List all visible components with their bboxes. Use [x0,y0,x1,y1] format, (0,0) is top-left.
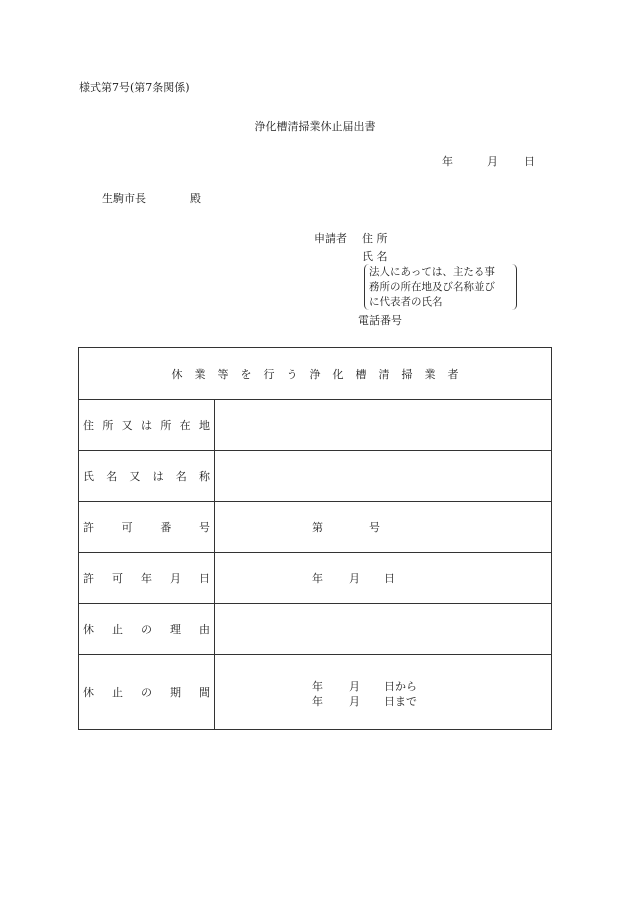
license-number-prefix: 第 [312,520,323,534]
reason-field[interactable] [216,603,551,654]
corporation-note-line: に代表者の氏名 [369,296,443,308]
applicant-phone-label: 電話番号 [358,314,402,327]
license-date-text [312,570,395,586]
license-date-field[interactable] [216,552,551,603]
row-label-cell [79,603,215,654]
license-date-day: 日 [384,571,395,585]
license-date-year: 年 [312,571,323,585]
table-header-text: 休業等を行う浄化槽清掃業者 [171,367,471,381]
row-label-cell [79,450,215,501]
submission-date [442,155,535,169]
period-from-day: 日から [384,680,417,693]
license-number-suffix: 号 [369,520,380,534]
row-label: 休止の期間 [83,685,210,699]
period-to-month: 月 [349,695,360,708]
table-row-name [79,450,551,502]
license-number-field[interactable] [216,501,551,552]
applicant-name-label: 氏 名 [362,250,388,263]
period-from-year: 年 [312,680,323,693]
address-field[interactable] [216,399,551,450]
date-year: 年 [442,155,453,168]
document-title: 浄化槽清掃業休止届出書 [254,120,376,133]
row-label-cell [79,654,215,729]
period-to-year: 年 [312,695,323,708]
license-date-month: 月 [349,571,360,585]
addressee-name: 生駒市長 [102,192,146,205]
row-label: 休止の理由 [83,622,210,636]
table-row-period [79,654,551,729]
row-label-cell [79,552,215,603]
addressee [102,192,201,206]
applicant-address-label: 住 所 [362,232,388,245]
suspension-form-table [78,347,552,730]
license-number-text [312,519,380,535]
period-to [312,694,417,709]
period-to-day: 日まで [384,695,417,708]
period-from [312,679,417,694]
period-text [312,679,417,709]
applicant-title: 申請者 [314,232,347,245]
addressee-honorific: 殿 [190,192,201,205]
corporation-note-line: 務所の所在地及び名称並び [369,281,495,293]
date-day: 日 [524,155,535,168]
corporation-note-line: 法人にあっては、主たる事 [369,266,495,278]
row-label: 住所又は所在地 [83,418,210,432]
table-row-license-date [79,552,551,604]
row-label: 許可番号 [83,520,210,534]
row-label-cell [79,399,215,450]
table-row-reason [79,603,551,655]
table-row-license-number [79,501,551,553]
name-field[interactable] [216,450,551,501]
table-header [79,348,551,400]
date-month: 月 [487,155,498,168]
corporation-note [364,264,517,310]
table-row-address [79,399,551,451]
row-label: 氏名又は名称 [83,469,210,483]
form-number-label: 様式第7号(第7条関係) [79,81,190,94]
row-label-cell [79,501,215,552]
period-field[interactable] [216,654,551,729]
period-from-month: 月 [349,680,360,693]
row-label: 許可年月日 [83,571,210,585]
